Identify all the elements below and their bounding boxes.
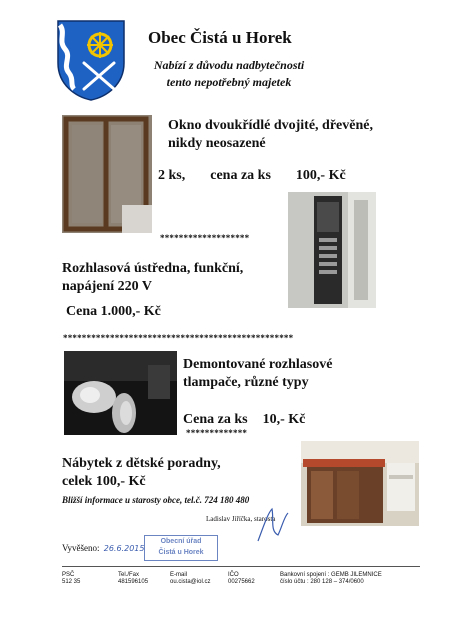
item4-description bbox=[62, 455, 221, 491]
tel-value: 481596105 bbox=[118, 579, 149, 585]
stamp-line-1: Obecní úřad bbox=[160, 538, 202, 545]
item2-price: Cena 1.000,- Kč bbox=[66, 304, 161, 319]
psc-label: PSČ bbox=[62, 572, 75, 578]
item3-price: 10,- Kč bbox=[262, 412, 306, 427]
bank-label: Bankovní spojení : GEMB JILEMNICE bbox=[280, 572, 382, 578]
subtitle bbox=[134, 57, 324, 91]
subtitle-line-1: Nabízí z důvodu nadbytečnosti bbox=[153, 58, 305, 72]
posted-date: 26.6.2015 bbox=[103, 544, 145, 553]
item2-line-1: Rozhlasová ústředna, funkční, bbox=[62, 261, 244, 276]
footer-ico bbox=[228, 572, 255, 586]
furniture-photo bbox=[301, 441, 419, 526]
item1-line-2: nikdy neosazené bbox=[168, 136, 266, 151]
account-value: číslo účtu : 280 128 – 374/0600 bbox=[280, 579, 364, 585]
footer-tel bbox=[118, 572, 148, 586]
signature-scribble bbox=[254, 505, 294, 545]
tel-label: Tel./Fax bbox=[118, 572, 140, 578]
item3-price-row bbox=[183, 411, 305, 429]
ico-value: 00275662 bbox=[228, 579, 255, 585]
footer-bank bbox=[280, 572, 382, 586]
ico-label: IČO bbox=[228, 572, 239, 578]
item1-price-label: cena za ks bbox=[210, 168, 271, 183]
coat-of-arms-logo bbox=[56, 19, 126, 101]
item2-description bbox=[62, 260, 243, 296]
posted-label: Vyvěšeno: bbox=[62, 543, 100, 553]
item3-line-2: tlampače, různé typy bbox=[183, 375, 309, 390]
footer-email bbox=[170, 572, 210, 586]
email-label: E-mail bbox=[170, 572, 188, 578]
office-stamp bbox=[144, 535, 218, 561]
item4-line-1: Nábytek z dětské poradny, bbox=[62, 456, 221, 471]
municipality-title: Obec Čistá u Horek bbox=[148, 28, 292, 47]
email-value: ou.cista@iol.cz bbox=[170, 579, 211, 585]
speakers-photo bbox=[64, 351, 177, 435]
separator-stars: ************* bbox=[186, 428, 248, 438]
footer-divider bbox=[62, 566, 420, 567]
item3-price-label: Cena za ks bbox=[183, 412, 248, 427]
posted-row bbox=[62, 543, 144, 553]
item1-price-row bbox=[158, 167, 346, 185]
subtitle-line-2: tento nepotřebný majetek bbox=[166, 75, 292, 89]
footer-psc bbox=[62, 572, 80, 586]
item3-line-1: Demontované rozhlasové bbox=[183, 357, 333, 372]
item1-price: 100,- Kč bbox=[295, 168, 346, 183]
separator-stars: ************************************************* bbox=[63, 333, 294, 343]
item1-qty: 2 ks, bbox=[158, 168, 186, 183]
item2-line-2: napájení 220 V bbox=[62, 279, 152, 294]
item4-line-2: celek 100,- Kč bbox=[62, 474, 146, 489]
contact-info: Bližší informace u starosty obce, tel.č. 724 180 480 bbox=[62, 495, 250, 505]
psc-value: 512 35 bbox=[62, 579, 81, 585]
console-photo bbox=[288, 192, 376, 308]
item3-description bbox=[183, 356, 332, 392]
item1-description bbox=[168, 117, 373, 153]
item1-line-1: Okno dvoukřídlé dvojité, dřevěné, bbox=[168, 118, 373, 133]
mayor-signature-line: Ladislav Jiříčka, starosta bbox=[206, 515, 276, 523]
separator-stars: ******************* bbox=[160, 233, 250, 243]
stamp-line-2: Čistá u Horek bbox=[158, 549, 204, 556]
window-photo bbox=[62, 115, 152, 233]
